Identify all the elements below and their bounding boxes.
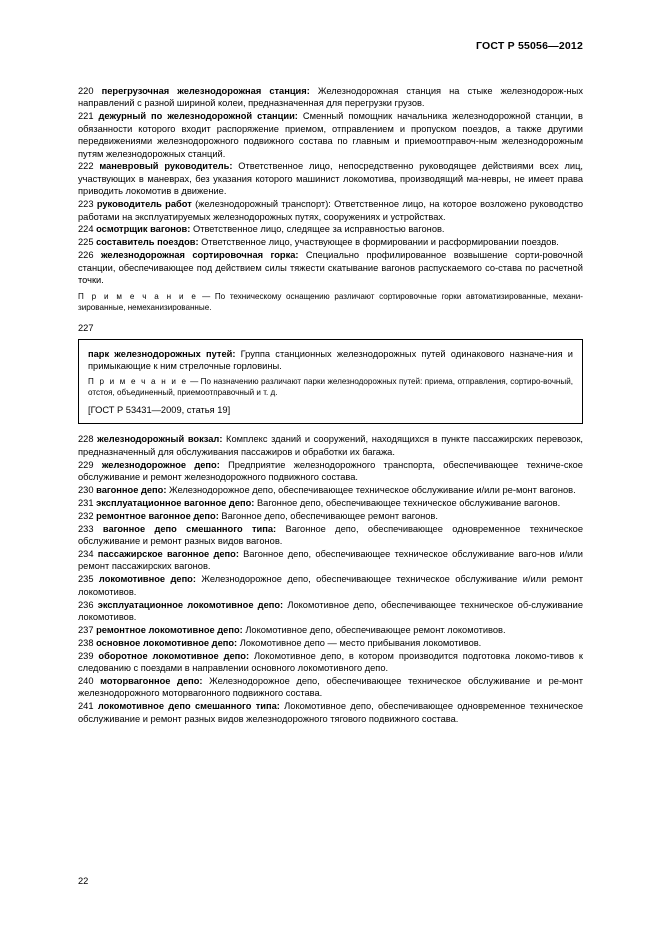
entry-number: 228 (78, 434, 94, 445)
quoted-definition-box (78, 339, 583, 425)
entry-number: 226 (78, 250, 94, 261)
definition-entry (78, 497, 583, 509)
entry-text: Вагонное депо, обеспечивающее ремонт вагонов. (218, 510, 438, 521)
entry-number: 223 (78, 199, 94, 210)
entry-text: Железнодорожное депо, обеспечивающее техническое обслуживание и ре-монт железнодорожного моторвагонного подвижного состава. (78, 676, 583, 699)
entry-term: руководитель работ (96, 199, 192, 210)
entry-number: 231 (78, 497, 94, 508)
definition-entry (78, 85, 583, 110)
entry-term: железнодорожная сортировочная горка: (100, 250, 299, 261)
note-label: П р и м е ч а н и е (78, 291, 198, 301)
entry-term: парк железнодорожных путей: (88, 348, 236, 359)
note-paragraph (78, 291, 583, 313)
entry-number: 237 (78, 624, 94, 635)
entry-number: 234 (78, 548, 94, 559)
definition-entry (78, 650, 583, 675)
entry-term: ремонтное локомотивное депо: (96, 624, 243, 635)
entry-term: пассажирское вагонное депо: (97, 548, 239, 559)
entry-term: вагонное депо: (96, 484, 167, 495)
document-body (78, 85, 583, 726)
entry-text: Локомотивное депо — место прибывания локомотивов. (237, 637, 482, 648)
note-text: — По назначению различают парки железнодорожных путей: приема, отправления, сортиро-вочный, отстоя, объединенный, приемоотправочный и т. д. (88, 377, 573, 398)
definition-entry (88, 348, 573, 373)
entry-term: основное локомотивное депо: (96, 637, 238, 648)
definition-entry (78, 433, 583, 458)
entry-number: 235 (78, 574, 94, 585)
definition-entry (78, 110, 583, 160)
entry-term: оборотное локомотивное депо: (98, 650, 250, 661)
entry-text: Вагонное депо, обеспечивающее техническое обслуживание ваго-нов и/или ремонт пассажирских вагонов. (78, 548, 583, 572)
definition-entry (78, 160, 583, 197)
definition-entry (78, 236, 583, 248)
entry-text: (железнодорожный транспорт): Ответственное лицо, на которое возложено руководство работами на эксплуатируемых железнодорожных путях, сооружениях и устройствах. (78, 199, 583, 222)
definition-entry (78, 675, 583, 700)
entry-term: эксплуатационное локомотивное депо: (97, 599, 284, 610)
definition-entry (78, 198, 583, 223)
entry-number: 239 (78, 650, 94, 661)
definition-entry (78, 624, 583, 636)
definition-entry (78, 459, 583, 484)
entry-term: составитель поездов: (96, 237, 199, 248)
entry-term: локомотивное депо: (98, 574, 196, 585)
entry-term: локомотивное депо смешанного типа: (97, 701, 280, 712)
entry-text: Сменный помощник начальника железнодорожной станции, в обязанности которого входит распоряжение приемом, отправлением и пропуском поездов, а также другими передвижениями железнодорожного подвижного состава по главным и приемоотправоч-ным железнодорожным путям железнодорожных станций. (78, 111, 583, 159)
definition-entry (78, 249, 583, 286)
entry-text: Железнодорожное депо, обеспечивающее техническое обслуживание и/или ремонт локомотивов. (78, 574, 583, 597)
entry-number-standalone: 227 (78, 322, 94, 333)
entry-number: 241 (78, 701, 94, 712)
definition-entry (78, 223, 583, 235)
entry-number: 221 (78, 111, 94, 122)
entry-number: 225 (78, 237, 94, 248)
entry-text: Вагонное депо, обеспечивающее одновременное техническое обслуживание и ремонт разных видов вагонов. (78, 523, 584, 547)
source-reference: [ГОСТ Р 53431—2009, статья 19] (88, 405, 231, 416)
entry-text: Вагонное депо, обеспечивающее техническое обслуживание вагонов. (254, 497, 561, 508)
entry-term: железнодорожное депо: (101, 459, 220, 470)
entry-term: вагонное депо смешанного типа: (102, 523, 277, 534)
entry-number: 230 (78, 484, 94, 495)
entry-term: дежурный по железнодорожной станции: (98, 111, 298, 122)
definition-entry (78, 548, 583, 573)
entry-text: Комплекс зданий и сооружений, находящихся в пункте пассажирских перевозок, предназначенный для обслуживания пассажиров и обработки их багажа. (78, 434, 583, 457)
entry-number: 240 (78, 676, 94, 687)
definition-entry (78, 484, 583, 496)
entry-term: ремонтное вагонное депо: (96, 510, 219, 521)
note-text: — По техническому оснащению различают сортировочные горки автоматизированные, механи-зированные, немеханизированные. (78, 291, 583, 312)
entry-text: Локомотивное депо, обеспечивающее одновременное техническое обслуживание и ремонт разных видов железнодорожного тягового подвижного состава. (78, 701, 583, 724)
definition-entry (78, 637, 583, 649)
entry-text: Ответственное лицо, непосредственно руководящее действиями всех лиц, участвующих в маневрах, без указания которого машинист локомотива, производящий ма-невры, не имеет права приводить локомотив в движение. (78, 161, 583, 197)
entry-text: Железнодорожное депо, обеспечивающее техническое обслуживание и/или ре-монт вагонов. (166, 484, 576, 495)
entry-term: маневровый руководитель: (99, 161, 233, 172)
definition-entry (78, 599, 583, 624)
entry-number: 236 (78, 599, 94, 610)
entry-text: Специально профилированное возвышение сорти-ровочной станции, обеспечивающее под действием силы тяжести скатывание вагонов распускаемого со-става по расчетной точки. (78, 250, 583, 286)
entry-number: 229 (78, 459, 94, 470)
entry-number: 220 (78, 86, 94, 96)
entry-term: эксплуатационное вагонное депо: (96, 497, 255, 508)
entry-text: Локомотивное депо, обеспечивающее ремонт локомотивов. (242, 624, 506, 635)
entry-term: перегрузочная железнодорожная станция: (101, 86, 310, 96)
definition-entry (78, 510, 583, 522)
entry-text: Ответственное лицо, следящее за исправностью вагонов. (190, 224, 445, 235)
entry-term: осмотрщик вагонов: (96, 224, 191, 235)
page-header: ГОСТ Р 55056—2012 (475, 40, 583, 52)
entry-term: железнодорожный вокзал: (97, 434, 223, 445)
page-number: 22 (78, 876, 89, 886)
note-label: П р и м е ч а н и е (88, 377, 188, 387)
entry-text: Локомотивное депо, в котором производится подготовка локомо-тивов к следованию с поездами в направлении основного локомотивного депо. (78, 650, 583, 674)
entry-text: Предприятие железнодорожного транспорта, обеспечивающее техниче-ское обслуживание и ремонт железнодорожного подвижного состава. (78, 459, 583, 483)
entry-text: Группа станционных железнодорожных путей одинакового назначе-ния и примыкающие к ним стрелочные горловины. (88, 348, 573, 371)
entry-number: 222 (78, 161, 94, 172)
entry-text: Ответственное лицо, участвующее в формировании и расформировании поездов. (198, 237, 559, 248)
entry-number: 238 (78, 637, 94, 648)
definition-entry (78, 523, 583, 548)
entry-number: 224 (78, 224, 94, 235)
note-paragraph (88, 376, 573, 398)
entry-number: 232 (78, 510, 94, 521)
definition-entry (78, 573, 583, 598)
entries-block-top (78, 85, 583, 287)
entry-term: моторвагонное депо: (100, 676, 203, 687)
entry-text: Локомотивное депо, обеспечивающее техническое об-служивание локомотивов. (78, 599, 583, 622)
definition-entry (78, 700, 583, 725)
entries-block-bottom (78, 433, 583, 725)
entry-text: Железнодорожная станция на стыке железнодорож-ных направлений с разной шириной колеи, предназначенная для перегрузки грузов. (78, 86, 584, 109)
entry-number: 233 (78, 523, 94, 534)
